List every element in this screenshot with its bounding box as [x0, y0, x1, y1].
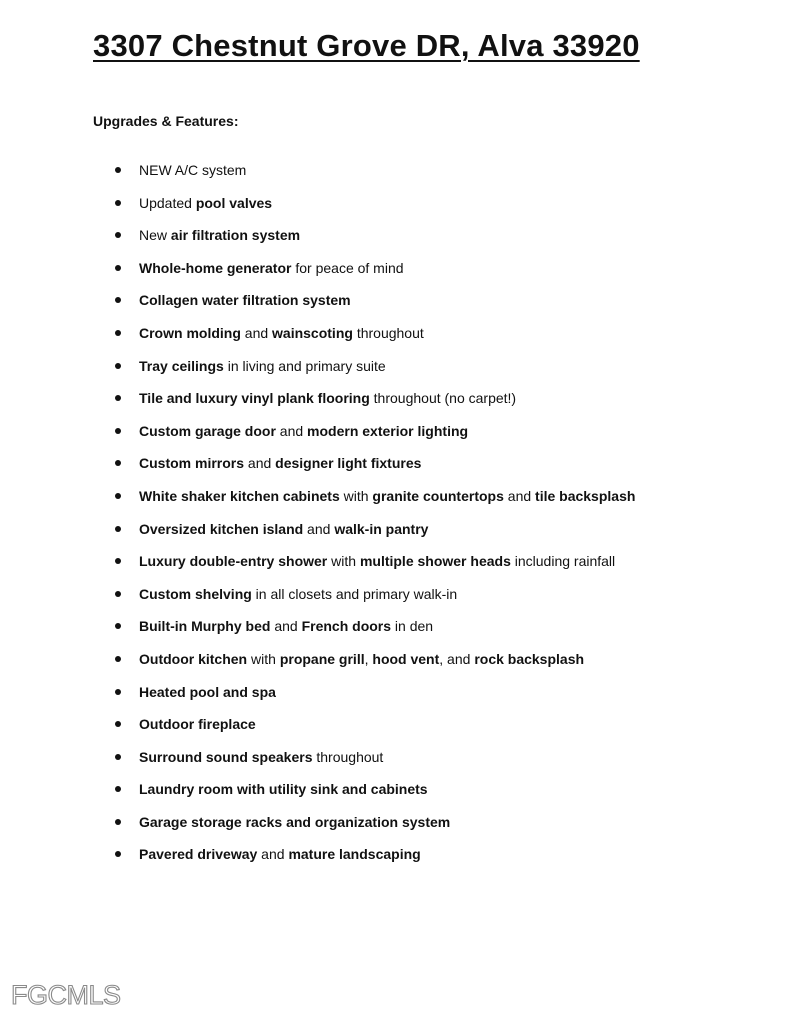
feature-text-bold: Whole-home generator: [139, 259, 292, 276]
feature-text-bold: Luxury double-entry shower: [139, 553, 328, 570]
feature-text-bold: Laundry room with utility sink and cabinets: [139, 781, 428, 798]
feature-text: and: [270, 618, 302, 635]
list-item: [0, 552, 635, 585]
bullet-icon: [115, 265, 121, 271]
feature-text-bold: designer light fixtures: [275, 455, 422, 472]
feature-text: throughout (no carpet!): [369, 390, 517, 407]
list-item: [0, 324, 635, 357]
feature-text-bold: wainscoting: [272, 324, 353, 341]
bullet-icon: [115, 558, 121, 564]
list-item: [0, 715, 635, 748]
feature-text: and: [244, 455, 276, 472]
list-item: [0, 422, 635, 455]
bullet-icon: [115, 167, 121, 173]
bullet-icon: [115, 493, 121, 499]
list-item: [0, 194, 635, 227]
list-item: [0, 650, 635, 683]
feature-text-bold: French doors: [301, 618, 392, 635]
feature-text-bold: pool valves: [195, 194, 273, 211]
feature-text: NEW A/C system: [139, 162, 247, 178]
feature-text: ,: [364, 650, 373, 667]
bullet-icon: [115, 200, 121, 206]
feature-text-bold: Garage storage racks and organization system: [139, 813, 451, 830]
feature-text-bold: granite countertops: [372, 487, 504, 504]
feature-text: for peace of mind: [291, 259, 404, 276]
list-item: [0, 845, 635, 878]
bullet-icon: [115, 330, 121, 336]
bullet-icon: [115, 754, 121, 760]
feature-text: in living and primary suite: [223, 357, 386, 374]
list-item: [0, 389, 635, 422]
bullet-icon: [115, 819, 121, 825]
feature-text-bold: tile backsplash: [535, 487, 636, 504]
feature-text-bold: Outdoor kitchen: [139, 650, 248, 667]
feature-text: , and: [439, 650, 475, 667]
list-item: [0, 780, 635, 813]
bullet-icon: [115, 232, 121, 238]
bullet-icon: [115, 851, 121, 857]
bullet-icon: [115, 363, 121, 369]
bullet-icon: [115, 526, 121, 532]
bullet-icon: [115, 428, 121, 434]
feature-text-bold: Custom mirrors: [139, 455, 245, 472]
list-item: [0, 454, 635, 487]
list-item: [0, 226, 635, 259]
feature-text-bold: Pavered driveway: [139, 846, 258, 863]
list-item: [0, 291, 635, 324]
bullet-icon: [115, 297, 121, 303]
feature-text: in den: [391, 618, 434, 635]
feature-text-bold: hood vent: [372, 650, 440, 667]
feature-text-bold: air filtration system: [170, 227, 301, 244]
bullet-icon: [115, 460, 121, 466]
bullet-icon: [115, 591, 121, 597]
feature-text-bold: Tray ceilings: [139, 357, 224, 374]
bullet-icon: [115, 721, 121, 727]
feature-text: including rainfall: [510, 553, 616, 570]
list-item: [0, 161, 635, 194]
feature-text-bold: propane grill: [279, 650, 365, 667]
feature-text-bold: walk-in pantry: [334, 520, 429, 537]
feature-text-bold: Custom garage door: [139, 422, 276, 439]
feature-text-bold: Built-in Murphy bed: [139, 618, 271, 635]
bullet-icon: [115, 395, 121, 401]
feature-text: and: [503, 487, 536, 504]
feature-text: and: [275, 422, 308, 439]
feature-text-bold: multiple shower heads: [359, 553, 511, 570]
bullet-icon: [115, 689, 121, 695]
feature-text-bold: modern exterior lighting: [307, 422, 469, 439]
list-item: [0, 520, 635, 553]
bullet-icon: [115, 656, 121, 662]
feature-text-bold: Heated pool and spa: [139, 683, 276, 700]
list-item: [0, 357, 635, 390]
feature-text: throughout: [312, 748, 384, 765]
feature-text: and: [240, 324, 273, 341]
feature-text: with: [327, 553, 360, 570]
list-item: [0, 617, 635, 650]
list-item: [0, 585, 635, 618]
mls-watermark: FGCMLS: [11, 980, 121, 1010]
feature-text: and: [257, 846, 289, 863]
bullet-icon: [115, 786, 121, 792]
feature-text: throughout: [352, 324, 424, 341]
feature-text-bold: Tile and luxury vinyl plank flooring: [139, 390, 370, 407]
bullet-icon: [115, 623, 121, 629]
feature-text: and: [303, 520, 335, 537]
feature-text: in all closets and primary walk-in: [251, 585, 458, 602]
list-item: [0, 748, 635, 781]
list-item: [0, 487, 635, 520]
feature-text-bold: rock backsplash: [474, 650, 585, 667]
feature-text-bold: White shaker kitchen cabinets: [139, 487, 340, 504]
feature-text-bold: Crown molding: [139, 324, 241, 341]
list-item: [0, 259, 635, 292]
feature-text: New: [139, 227, 171, 244]
feature-text-bold: mature landscaping: [288, 846, 421, 863]
feature-text-bold: Outdoor fireplace: [139, 716, 256, 733]
feature-text-bold: Custom shelving: [139, 585, 252, 602]
feature-text: with: [247, 650, 280, 667]
section-heading: Upgrades & Features:: [93, 113, 239, 129]
feature-text-bold: Oversized kitchen island: [139, 520, 304, 537]
feature-text-bold: Surround sound speakers: [139, 748, 313, 765]
feature-list: [0, 161, 635, 878]
list-item: [0, 813, 635, 846]
feature-text-bold: Collagen water filtration system: [139, 292, 351, 309]
feature-text: Updated: [139, 194, 196, 211]
list-item: [0, 683, 635, 716]
feature-text: with: [339, 487, 373, 504]
page-title: 3307 Chestnut Grove DR, Alva 33920: [93, 28, 640, 63]
